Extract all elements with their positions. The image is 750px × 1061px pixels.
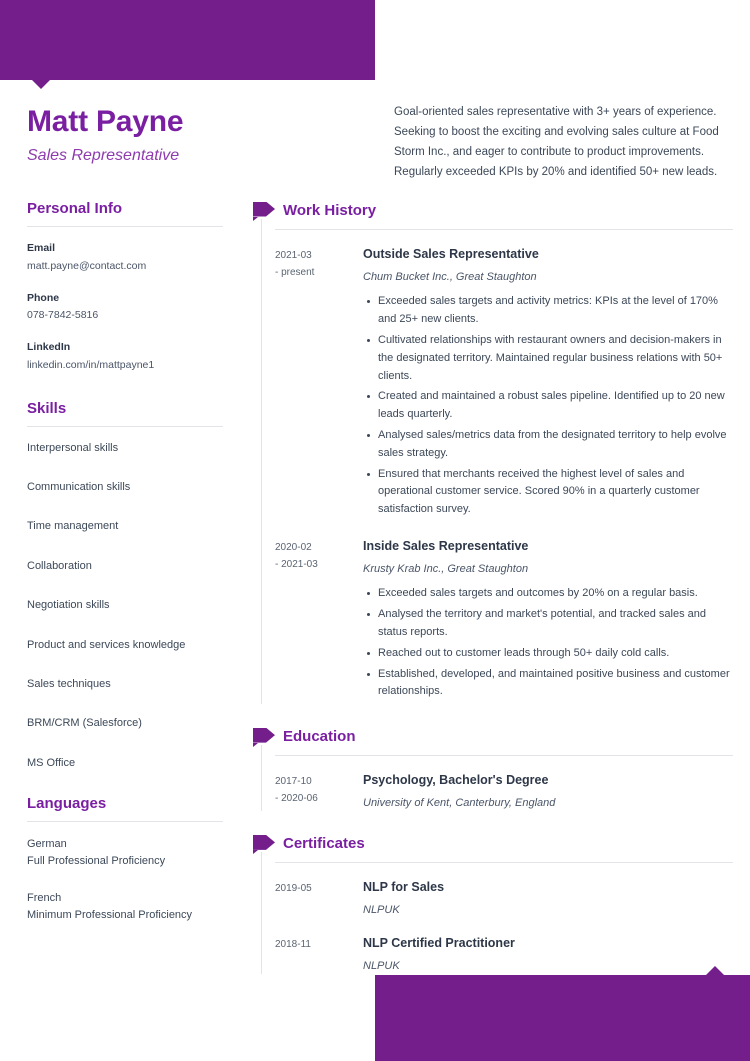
entry-date-start: 2020-02 xyxy=(275,542,312,554)
flag-arrow-icon xyxy=(253,202,275,221)
divider xyxy=(27,226,223,227)
personal-info-list xyxy=(27,241,227,374)
entry-body xyxy=(353,772,733,811)
personal-info-label: Phone xyxy=(27,291,60,304)
entry-date-end: - present xyxy=(275,266,315,278)
divider xyxy=(27,426,223,427)
certificate-entries xyxy=(253,863,733,974)
header-accent-block xyxy=(0,0,375,80)
entry-body xyxy=(353,879,733,918)
flag-arrow-icon xyxy=(253,835,275,854)
entry-subtitle: Chum Bucket Inc., Great Staughton xyxy=(363,270,537,283)
entry-body xyxy=(353,246,733,522)
entry-bullet: Ensured that merchants received the highest level of sales and operational customer service. Scored 90% in a quarterly customer satisfaction survey. xyxy=(378,466,733,519)
entry-date-start: 2018-11 xyxy=(275,938,311,950)
divider xyxy=(27,821,223,822)
personal-info-label: LinkedIn xyxy=(27,341,71,354)
timeline-line xyxy=(261,745,262,811)
section-heading-certificates: Certificates xyxy=(283,835,365,853)
entry-bullet: Analysed sales/metrics data from the designated territory to help evolve sales strategy. xyxy=(378,427,733,463)
timeline-line xyxy=(261,852,262,974)
work-history-entry xyxy=(275,522,733,704)
entry-bullet: Cultivated relationships with restaurant owners and decision-makers in the designated territory. Maintained regular business relations with 50+ clients. xyxy=(378,332,733,385)
entry-title: Outside Sales Representative xyxy=(363,247,539,261)
section-heading-languages: Languages xyxy=(27,795,107,813)
chevron-down-notch-icon xyxy=(32,80,50,89)
work-history-entry xyxy=(275,230,733,522)
entry-subtitle: University of Kent, Canterbury, England xyxy=(363,797,556,810)
personal-info-value: linkedin.com/in/mattpayne1 xyxy=(27,358,155,371)
language-level: Minimum Professional Proficiency xyxy=(27,909,193,922)
personal-info-item xyxy=(27,291,227,325)
education-entry xyxy=(275,756,733,811)
entry-title: NLP for Sales xyxy=(363,880,445,895)
section-heading-skills: Skills xyxy=(27,399,67,417)
section-header-row xyxy=(253,200,733,222)
entry-title: NLP Certified Practitioner xyxy=(363,935,515,950)
section-heading-education: Education xyxy=(283,728,356,746)
skill-item: Collaboration xyxy=(27,559,92,572)
language-item xyxy=(27,836,227,870)
identity-block xyxy=(27,105,367,165)
skill-item: Negotiation skills xyxy=(27,599,110,612)
section-languages xyxy=(27,795,227,924)
entry-bullet: Reached out to customer leads through 50+ daily cold calls. xyxy=(378,645,733,663)
personal-info-label: Email xyxy=(27,242,56,254)
entry-bullet-list xyxy=(363,585,733,701)
entry-date-start: 2019-05 xyxy=(275,883,312,895)
section-personal-info xyxy=(27,200,227,374)
skill-item: Interpersonal skills xyxy=(27,441,119,454)
work-history-entries xyxy=(253,230,733,704)
entry-date-start: 2021-03 xyxy=(275,250,312,261)
entry-date xyxy=(275,879,353,918)
entry-title: Inside Sales Representative xyxy=(363,539,529,554)
section-heading-work-history: Work History xyxy=(283,202,377,219)
entry-subtitle: Krusty Krab Inc., Great Staughton xyxy=(363,562,529,575)
entry-subtitle: NLPUK xyxy=(363,959,400,972)
certificate-entry xyxy=(275,919,733,974)
certificate-entry xyxy=(275,863,733,918)
entry-subtitle: NLPUK xyxy=(363,904,400,917)
language-name: French xyxy=(27,892,62,905)
timeline-line xyxy=(261,219,262,704)
skill-item: Sales techniques xyxy=(27,677,111,690)
entry-bullet: Exceeded sales targets and activity metrics: KPIs at the level of 170% and 25+ new clients. xyxy=(378,293,733,329)
education-entries xyxy=(253,756,733,811)
footer-accent-block xyxy=(375,975,750,1061)
section-header-row xyxy=(253,833,733,855)
main-content xyxy=(253,200,733,974)
entry-title: Psychology, Bachelor's Degree xyxy=(363,773,549,788)
language-level: Full Professional Proficiency xyxy=(27,855,166,868)
personal-info-value: matt.payne@contact.com xyxy=(27,259,147,272)
personal-info-item xyxy=(27,340,227,374)
entry-body xyxy=(353,935,733,974)
entry-date xyxy=(275,538,353,704)
entry-date-end: - 2021-03 xyxy=(275,558,318,570)
entry-bullet: Established, developed, and maintained positive business and customer relationships. xyxy=(378,666,733,702)
sidebar xyxy=(27,200,227,944)
section-skills xyxy=(27,400,227,772)
skill-item: Time management xyxy=(27,520,119,533)
skill-item: Communication skills xyxy=(27,481,131,494)
entry-bullet-list xyxy=(363,293,733,519)
skill-item: Product and services knowledge xyxy=(27,638,186,651)
section-certificates xyxy=(253,833,733,974)
languages-list xyxy=(27,836,227,924)
flag-arrow-icon xyxy=(253,728,275,747)
entry-bullet: Analysed the territory and market's potential, and tracked sales and status reports. xyxy=(378,606,733,642)
language-item xyxy=(27,890,227,924)
section-work-history xyxy=(253,200,733,704)
entry-date xyxy=(275,772,353,811)
entry-bullet: Created and maintained a robust sales pipeline. Identified up to 20 new leads quarterly. xyxy=(378,388,733,424)
page-title: Matt Payne xyxy=(27,105,184,138)
section-header-row xyxy=(253,726,733,748)
personal-info-value: 078-7842-5816 xyxy=(27,309,99,322)
summary-text: Goal-oriented sales representative with 3+ years of experience. Seeking to boost the exciting and evolving sales culture at Food Storm Inc., and eager to contribute to product improvements. Regularly exceeded KPIs by 20% and identified 50+ new leads. xyxy=(394,106,719,179)
language-name: German xyxy=(27,838,67,851)
skills-list xyxy=(27,441,227,772)
entry-bullet: Exceeded sales targets and outcomes by 20% on a regular basis. xyxy=(378,585,733,603)
skill-item: MS Office xyxy=(27,756,76,769)
entry-date-end: - 2020-06 xyxy=(275,792,318,804)
section-education xyxy=(253,726,733,811)
skill-item: BRM/CRM (Salesforce) xyxy=(27,717,142,730)
chevron-up-notch-icon xyxy=(706,966,724,975)
entry-date xyxy=(275,246,353,522)
section-heading-personal-info: Personal Info xyxy=(27,200,123,217)
job-title: Sales Representative xyxy=(27,147,180,164)
entry-body xyxy=(353,538,733,704)
personal-info-item xyxy=(27,241,227,275)
entry-date-start: 2017-10 xyxy=(275,776,312,788)
entry-date xyxy=(275,935,353,974)
